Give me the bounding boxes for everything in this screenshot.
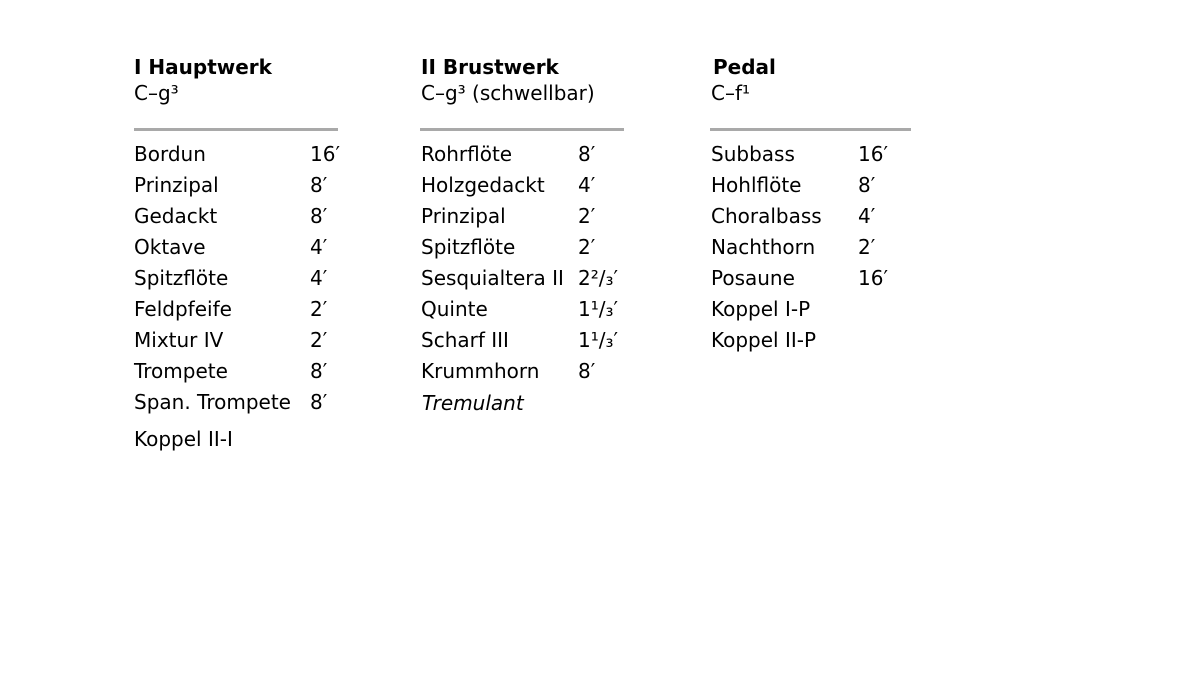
stop-pitch: 4′ bbox=[310, 266, 328, 290]
tremulant-label: Tremulant bbox=[422, 391, 524, 415]
division-compass: C–g³ bbox=[134, 81, 179, 105]
stop-row bbox=[134, 170, 374, 201]
stop-row bbox=[421, 325, 681, 356]
stop-pitch: 16′ bbox=[858, 142, 888, 166]
stop-name: Mixtur IV bbox=[134, 328, 224, 352]
division-title: Pedal bbox=[713, 55, 776, 79]
division-divider bbox=[134, 128, 338, 131]
stop-pitch: 4′ bbox=[310, 235, 328, 259]
division-compass: C–g³ (schwellbar) bbox=[421, 81, 595, 105]
stop-name: Bordun bbox=[134, 142, 206, 166]
stop-pitch: 2′ bbox=[578, 235, 596, 259]
stop-pitch: 16′ bbox=[858, 266, 888, 290]
stop-row bbox=[134, 139, 374, 170]
stop-row bbox=[134, 201, 374, 232]
stop-name: Scharf III bbox=[421, 328, 509, 352]
stop-pitch: 4′ bbox=[858, 204, 876, 228]
stop-row bbox=[421, 232, 681, 263]
stop-name: Subbass bbox=[711, 142, 795, 166]
stop-row bbox=[421, 294, 681, 325]
stop-row bbox=[134, 263, 374, 294]
stop-name: Prinzipal bbox=[421, 204, 506, 228]
stop-pitch: 1¹/₃′ bbox=[578, 328, 619, 352]
stop-row bbox=[421, 139, 681, 170]
stop-name: Spitzflöte bbox=[134, 266, 229, 290]
stop-name: Oktave bbox=[134, 235, 206, 259]
stop-name: Rohrflöte bbox=[421, 142, 513, 166]
stop-row bbox=[134, 232, 374, 263]
stop-pitch: 8′ bbox=[578, 359, 596, 383]
stop-row bbox=[134, 356, 374, 387]
stop-pitch: 2′ bbox=[310, 328, 328, 352]
stop-pitch: 1¹/₃′ bbox=[578, 297, 619, 321]
stop-pitch: 2′ bbox=[858, 235, 876, 259]
stop-row bbox=[421, 263, 681, 294]
stop-row bbox=[711, 263, 931, 294]
division-pedal-header bbox=[713, 54, 776, 80]
stop-name: Choralbass bbox=[711, 204, 822, 228]
stop-name: Posaune bbox=[711, 266, 795, 290]
coupler-label: Koppel II-P bbox=[711, 328, 817, 352]
stop-name: Trompete bbox=[134, 359, 228, 383]
stop-name: Sesquialtera II bbox=[421, 266, 564, 290]
stop-name: Krummhorn bbox=[421, 359, 540, 383]
stop-name: Holzgedackt bbox=[421, 173, 545, 197]
stop-name: Spitzflöte bbox=[421, 235, 516, 259]
stop-row bbox=[134, 294, 374, 325]
stop-name: Gedackt bbox=[134, 204, 218, 228]
division-title: I Hauptwerk bbox=[134, 55, 272, 79]
stop-name: Quinte bbox=[421, 297, 488, 321]
division-compass: C–f¹ bbox=[711, 81, 751, 105]
coupler-label: Koppel I-P bbox=[711, 297, 811, 321]
stop-row bbox=[134, 325, 374, 356]
division-brustwerk-header bbox=[421, 54, 595, 106]
division-divider bbox=[420, 128, 624, 131]
stop-pitch: 8′ bbox=[310, 359, 328, 383]
stop-row bbox=[711, 170, 931, 201]
stop-row bbox=[134, 387, 374, 418]
stop-pitch: 8′ bbox=[578, 142, 596, 166]
stop-pitch: 8′ bbox=[310, 204, 328, 228]
stop-row bbox=[421, 356, 681, 387]
stop-row bbox=[711, 232, 931, 263]
stop-list-brustwerk bbox=[421, 139, 681, 387]
division-divider bbox=[710, 128, 911, 131]
stop-row bbox=[711, 139, 931, 170]
division-title: II Brustwerk bbox=[421, 55, 559, 79]
stop-pitch: 8′ bbox=[310, 390, 328, 414]
stop-row bbox=[421, 170, 681, 201]
stop-name: Nachthorn bbox=[711, 235, 816, 259]
stop-row bbox=[421, 201, 681, 232]
division-hauptwerk-header bbox=[134, 54, 272, 106]
division-pedal-compass-wrap bbox=[711, 80, 750, 106]
stop-name: Hohlflöte bbox=[711, 173, 802, 197]
stop-pitch: 8′ bbox=[310, 173, 328, 197]
stop-pitch: 2′ bbox=[578, 204, 596, 228]
stop-name: Span. Trompete bbox=[134, 390, 291, 414]
stop-pitch: 4′ bbox=[578, 173, 596, 197]
stop-row bbox=[711, 201, 931, 232]
stop-pitch: 2²/₃′ bbox=[578, 266, 619, 290]
stop-name: Prinzipal bbox=[134, 173, 219, 197]
stop-pitch: 2′ bbox=[310, 297, 328, 321]
stop-pitch: 8′ bbox=[858, 173, 876, 197]
stop-list-pedal bbox=[711, 139, 931, 294]
stop-name: Feldpfeife bbox=[134, 297, 232, 321]
stop-list-hauptwerk bbox=[134, 139, 374, 418]
stop-pitch: 16′ bbox=[310, 142, 340, 166]
coupler-label: Koppel II-I bbox=[134, 427, 233, 451]
